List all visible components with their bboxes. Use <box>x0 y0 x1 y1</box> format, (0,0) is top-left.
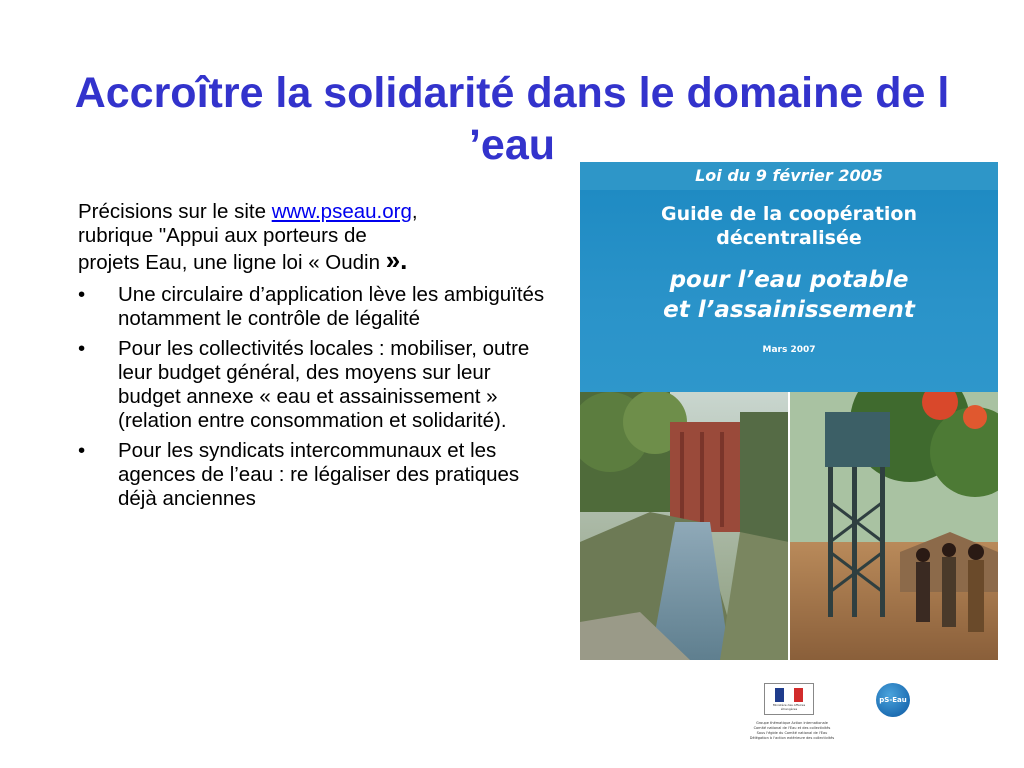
cover-subtitle-line-2: et l’assainissement <box>663 297 915 323</box>
ministry-caption: Ministère des Affaires étrangères <box>772 703 806 711</box>
credit-line: Groupe thématique Action internationale <box>756 721 828 725</box>
bullet-icon: • <box>78 283 86 306</box>
slide-body <box>78 200 558 517</box>
intro-line-1 <box>78 200 558 224</box>
credit-line: Comité national de l'Eau et des collectivités <box>753 726 831 730</box>
bullet-list <box>78 283 558 511</box>
bullet-text: Une circulaire d’application lève les ambiguïtés notamment le contrôle de légalité <box>118 283 545 330</box>
intro-line-3-text: projets Eau, une ligne loi « Oudin <box>78 251 386 274</box>
slide-title: Accroître la solidarité dans le domaine de l ’eau <box>74 68 950 169</box>
cover-date: Mars 2007 <box>762 345 816 355</box>
intro-paragraph <box>78 200 558 275</box>
bullet-item <box>78 439 558 511</box>
intro-prefix: Précisions sur le site <box>78 200 272 223</box>
cover-title <box>580 202 998 250</box>
bullet-item <box>78 283 558 331</box>
guide-cover-image <box>580 162 998 660</box>
french-flag-icon <box>775 688 803 702</box>
cover-credits <box>737 721 847 741</box>
cover-title-line-2: décentralisée <box>716 227 862 249</box>
intro-line-3 <box>78 245 558 275</box>
intro-quote-end: ». <box>385 245 408 275</box>
bullet-icon: • <box>78 337 86 360</box>
cover-subtitle-line-1: pour l’eau potable <box>669 267 909 293</box>
bullet-text: Pour les syndicats intercommunaux et les agences de l’eau : re légaliser des pratiques déjà anciennes <box>118 439 520 510</box>
credit-line: Délégation à l'action extérieure des collectivités <box>749 736 835 740</box>
credit-line: Sous l'égide du Comité national de l'Eau <box>756 731 828 735</box>
bullet-icon: • <box>78 439 86 462</box>
cover-subtitle <box>580 265 998 325</box>
republique-francaise-logo <box>764 683 814 715</box>
pseau-link[interactable]: www.pseau.org <box>271 200 412 223</box>
cover-photos-illustration <box>580 392 998 660</box>
pseau-logo: pS-Eau <box>876 683 910 717</box>
cover-title-line-1: Guide de la coopération <box>660 203 917 225</box>
bullet-text: Pour les collectivités locales : mobiliser, outre leur budget général, des moyens sur leur budget annexe « eau et assainissement » (relation entre consommation et solidarité). <box>118 337 530 432</box>
cover-banner: Loi du 9 février 2005 <box>580 162 998 190</box>
intro-line-2: rubrique "Appui aux porteurs de <box>78 224 367 247</box>
bullet-item <box>78 337 558 433</box>
intro-after-link: , <box>411 200 418 223</box>
